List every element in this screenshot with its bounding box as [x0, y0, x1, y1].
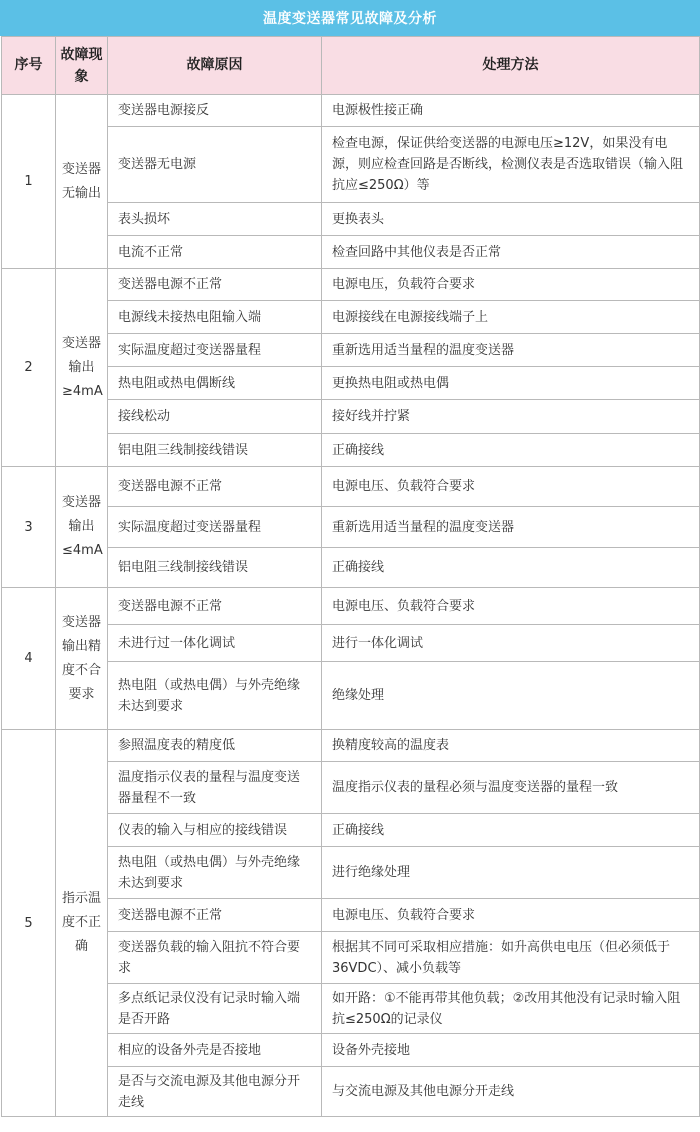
- row-number: 3: [2, 467, 56, 588]
- row-number: 2: [2, 269, 56, 467]
- fault-cause: 是否与交流电源及其他电源分开走线: [108, 1067, 322, 1117]
- fix-method: 正确接线: [322, 434, 700, 467]
- fault-cause: 多点纸记录仪没有记录时输入端是否开路: [108, 984, 322, 1034]
- fault-cause: 变送器电源接反: [108, 95, 322, 127]
- fault-symptom: 变送器输出≤4mA: [56, 467, 108, 588]
- fix-method: 换精度较高的温度表: [322, 730, 700, 762]
- fix-method: 如开路：①不能再带其他负载；②改用其他没有记录时输入阻抗≤250Ω的记录仪: [322, 984, 700, 1034]
- fault-cause: 电源线未接热电阻输入端: [108, 301, 322, 334]
- fault-cause: 电流不正常: [108, 236, 322, 269]
- fix-method: 电源电压，负载符合要求: [322, 269, 700, 301]
- fix-method: 正确接线: [322, 814, 700, 847]
- fault-cause: 变送器电源不正常: [108, 269, 322, 301]
- header-symptom: 故障现象: [56, 37, 108, 95]
- table-row: [2, 95, 700, 127]
- fault-cause: 实际温度超过变送器量程: [108, 507, 322, 548]
- row-number: 4: [2, 588, 56, 730]
- fix-method: 检查电源，保证供给变送器的电源电压≥12V，如果没有电源，则应检查回路是否断线，检测仪表是否选取错误（输入阻抗应≤250Ω）等: [322, 127, 700, 203]
- header-row: [2, 37, 700, 95]
- fault-cause: 温度指示仪表的量程与温度变送器量程不一致: [108, 762, 322, 814]
- fix-method: 与交流电源及其他电源分开走线: [322, 1067, 700, 1117]
- fault-cause: 变送器负载的输入阻抗不符合要求: [108, 932, 322, 984]
- fault-cause: 实际温度超过变送器量程: [108, 334, 322, 367]
- table-title: 温度变送器常见故障及分析: [0, 0, 700, 36]
- fix-method: 电源电压、负载符合要求: [322, 899, 700, 932]
- fault-table: [1, 36, 700, 1117]
- table-row: [2, 730, 700, 762]
- fault-symptom: 变送器输出≥4mA: [56, 269, 108, 467]
- fault-cause: 热电阻或热电偶断线: [108, 367, 322, 400]
- fix-method: 电源接线在电源接线端子上: [322, 301, 700, 334]
- fix-method: 绝缘处理: [322, 662, 700, 730]
- table-body: [2, 95, 700, 1117]
- fault-symptom: 变送器输出精度不合要求: [56, 588, 108, 730]
- fix-method: 温度指示仪表的量程必须与温度变送器的量程一致: [322, 762, 700, 814]
- fault-symptom: 变送器无输出: [56, 95, 108, 269]
- fault-cause: 变送器无电源: [108, 127, 322, 203]
- fault-cause: 参照温度表的精度低: [108, 730, 322, 762]
- row-number: 5: [2, 730, 56, 1117]
- fault-cause: 铝电阻三线制接线错误: [108, 434, 322, 467]
- fault-cause: 仪表的输入与相应的接线错误: [108, 814, 322, 847]
- fault-symptom: 指示温度不正确: [56, 730, 108, 1117]
- fault-cause: 变送器电源不正常: [108, 899, 322, 932]
- fault-cause: 变送器电源不正常: [108, 467, 322, 507]
- header-no: 序号: [2, 37, 56, 95]
- fix-method: 重新选用适当量程的温度变送器: [322, 507, 700, 548]
- fault-cause: 未进行过一体化调试: [108, 625, 322, 662]
- fix-method: 进行绝缘处理: [322, 847, 700, 899]
- row-number: 1: [2, 95, 56, 269]
- fix-method: 进行一体化调试: [322, 625, 700, 662]
- table-row: [2, 588, 700, 625]
- fix-method: 更换表头: [322, 203, 700, 236]
- table-row: [2, 467, 700, 507]
- fault-cause: 接线松动: [108, 400, 322, 434]
- fix-method: 电源电压、负载符合要求: [322, 467, 700, 507]
- fix-method: 重新选用适当量程的温度变送器: [322, 334, 700, 367]
- fault-cause: 热电阻（或热电偶）与外壳绝缘未达到要求: [108, 662, 322, 730]
- fault-cause: 表头损坏: [108, 203, 322, 236]
- fault-cause: 热电阻（或热电偶）与外壳绝缘未达到要求: [108, 847, 322, 899]
- fix-method: 更换热电阻或热电偶: [322, 367, 700, 400]
- table-row: [2, 269, 700, 301]
- header-cause: 故障原因: [108, 37, 322, 95]
- fault-cause: 变送器电源不正常: [108, 588, 322, 625]
- fault-cause: 相应的设备外壳是否接地: [108, 1034, 322, 1067]
- fix-method: 正确接线: [322, 548, 700, 588]
- fault-cause: 铝电阻三线制接线错误: [108, 548, 322, 588]
- fix-method: 接好线并拧紧: [322, 400, 700, 434]
- fix-method: 设备外壳接地: [322, 1034, 700, 1067]
- fix-method: 检查回路中其他仪表是否正常: [322, 236, 700, 269]
- header-fix: 处理方法: [322, 37, 700, 95]
- fix-method: 电源电压、负载符合要求: [322, 588, 700, 625]
- fix-method: 电源极性接正确: [322, 95, 700, 127]
- fix-method: 根据其不同可采取相应措施：如升高供电电压（但必须低于36VDC）、减小负载等: [322, 932, 700, 984]
